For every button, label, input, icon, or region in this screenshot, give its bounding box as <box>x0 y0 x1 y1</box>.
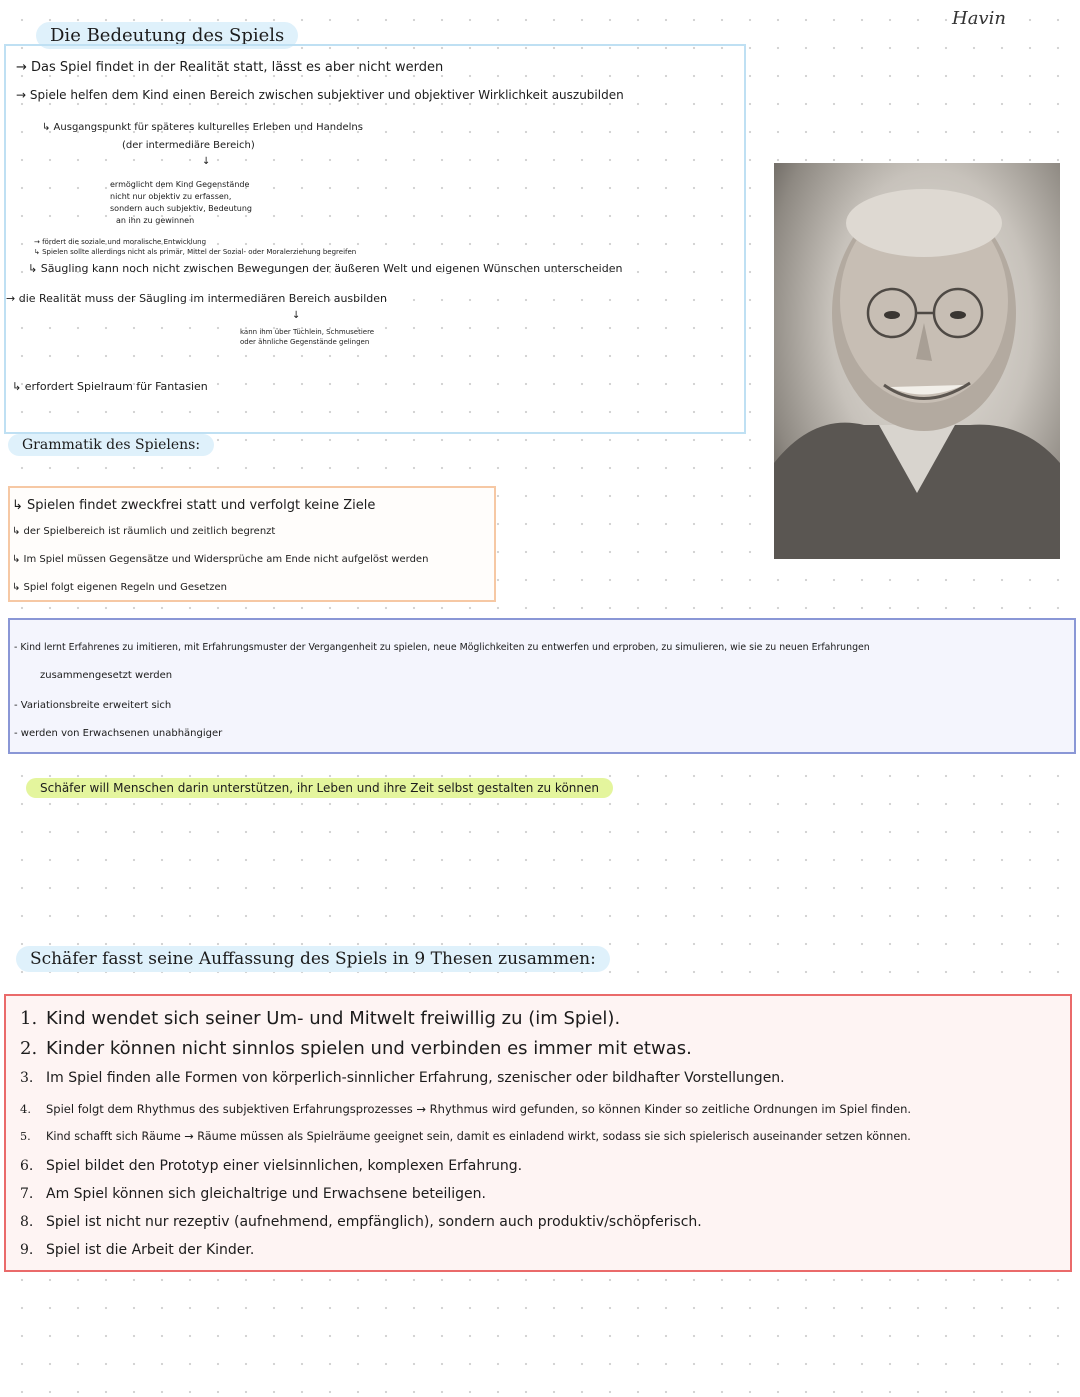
thesis-text: Kind wendet sich seiner Um- und Mitwelt freiwillig zu (im Spiel). <box>46 1008 621 1029</box>
note-line: ↳ Spielen findet zweckfrei statt und verfolgt keine Ziele <box>12 498 376 513</box>
note-line: - Kind lernt Erfahrenes zu imitieren, mit Erfahrungsmuster der Vergangenheit zu spielen, neue Möglichkeiten zu entwerfen und erproben, zu simulieren, wie sie zu neuen Erfahrungen <box>14 642 870 653</box>
note-line: - werden von Erwachsenen unabhängiger <box>14 728 223 739</box>
section-title-bedeutung: Die Bedeutung des Spiels <box>36 22 298 49</box>
bedeutung-box <box>4 44 746 434</box>
portrait-photo <box>774 163 1060 559</box>
thesis-item <box>20 1158 522 1174</box>
section-title-grammatik: Grammatik des Spielens: <box>8 434 214 456</box>
note-line: ermöglicht dem Kind Gegenstände <box>110 180 250 189</box>
thesis-text: Spiel ist die Arbeit der Kinder. <box>46 1242 255 1258</box>
note-line: → Spiele helfen dem Kind einen Bereich zwischen subjektiver und objektiver Wirklichkeit auszubilden <box>16 88 624 102</box>
note-line: zusammengesetzt werden <box>40 670 173 681</box>
note-line: oder ähnliche Gegenstände gelingen <box>240 338 370 346</box>
thesis-number: 2. <box>20 1038 38 1059</box>
note-line: → die Realität muss der Säugling im intermediären Bereich ausbilden <box>6 292 387 305</box>
section-title-thesen: Schäfer fasst seine Auffassung des Spiels in 9 Thesen zusammen: <box>16 946 610 972</box>
thesis-text: Am Spiel können sich gleichaltrige und Erwachsene beteiligen. <box>46 1186 486 1202</box>
note-line: nicht nur objektiv zu erfassen, <box>110 192 232 201</box>
thesis-number: 6. <box>20 1158 34 1174</box>
thesis-item <box>20 1038 692 1059</box>
thesis-text: Kind schafft sich Räume → Räume müssen als Spielräume geeignet sein, damit es einladend wirkt, sodass sie sich spielerisch auseinander setzen können. <box>46 1130 911 1143</box>
thesis-item <box>20 1186 486 1202</box>
thesis-text: Kinder können nicht sinnlos spielen und verbinden es immer mit etwas. <box>46 1038 692 1059</box>
thesis-text: Spiel ist nicht nur rezeptiv (aufnehmend, empfänglich), sondern auch produktiv/schöpferisch. <box>46 1214 702 1230</box>
portrait-illustration <box>774 163 1060 559</box>
thesis-number: 8. <box>20 1214 34 1230</box>
thesis-text: Spiel bildet den Prototyp einer vielsinnlichen, komplexen Erfahrung. <box>46 1158 523 1174</box>
thesis-item <box>20 1070 785 1086</box>
grammatik-box <box>8 486 496 602</box>
note-line: kann ihm über Tüchlein, Schmusetiere <box>240 328 375 336</box>
note-line: ↳ der Spielbereich ist räumlich und zeitlich begrenzt <box>12 526 276 537</box>
thesis-item <box>20 1102 911 1116</box>
thesis-item <box>20 1242 254 1258</box>
note-line: → Das Spiel findet in der Realität statt, lässt es aber nicht werden <box>16 60 444 75</box>
thesis-number: 7. <box>20 1186 34 1202</box>
statement-highlight: Schäfer will Menschen darin unterstützen, ihr Leben und ihre Zeit selbst gestalten zu können <box>26 778 613 798</box>
note-line: ↳ Spielen sollte allerdings nicht als primär, Mittel der Sozial- oder Moralerziehung begreifen <box>34 248 357 256</box>
thesis-text: Im Spiel finden alle Formen von körperlich-sinnlicher Erfahrung, szenischer oder bildhafter Vorstellungen. <box>46 1070 785 1086</box>
lernen-box <box>8 618 1076 754</box>
note-line: → fördert die soziale und moralische Entwicklung <box>34 238 207 246</box>
note-line: (der intermediäre Bereich) <box>122 140 255 151</box>
note-line: ↳ Im Spiel müssen Gegensätze und Widersprüche am Ende nicht aufgelöst werden <box>12 554 429 565</box>
thesis-number: 1. <box>20 1008 38 1029</box>
thesen-box <box>4 994 1072 1272</box>
note-line: - Variationsbreite erweitert sich <box>14 700 172 711</box>
thesis-number: 5. <box>20 1130 31 1143</box>
thesis-number: 4. <box>20 1102 31 1116</box>
thesis-item <box>20 1130 911 1143</box>
note-line: sondern auch subjektiv, Bedeutung <box>110 204 252 213</box>
note-line: ↳ erfordert Spielraum für Fantasien <box>12 380 208 393</box>
down-arrow: ↓ <box>202 156 211 167</box>
note-line: ↳ Säugling kann noch nicht zwischen Bewegungen der äußeren Welt und eigenen Wünschen unterscheiden <box>28 262 623 275</box>
thesis-number: 3. <box>20 1070 34 1086</box>
thesis-item <box>20 1214 702 1230</box>
thesis-text: Spiel folgt dem Rhythmus des subjektiven Erfahrungsprozesses → Rhythmus wird gefunden, so können Kinder so zeitliche Ordnungen im Spiel finden. <box>46 1102 912 1116</box>
note-line: ↳ Spiel folgt eigenen Regeln und Gesetzen <box>12 582 228 593</box>
thesis-item <box>20 1008 620 1029</box>
note-line: ↳ Ausgangspunkt für späteres kulturelles Erleben und Handelns <box>42 122 363 133</box>
author-name: Havin <box>952 8 1006 29</box>
down-arrow: ↓ <box>292 310 301 321</box>
thesis-number: 9. <box>20 1242 34 1258</box>
note-line: an ihn zu gewinnen <box>116 216 195 225</box>
